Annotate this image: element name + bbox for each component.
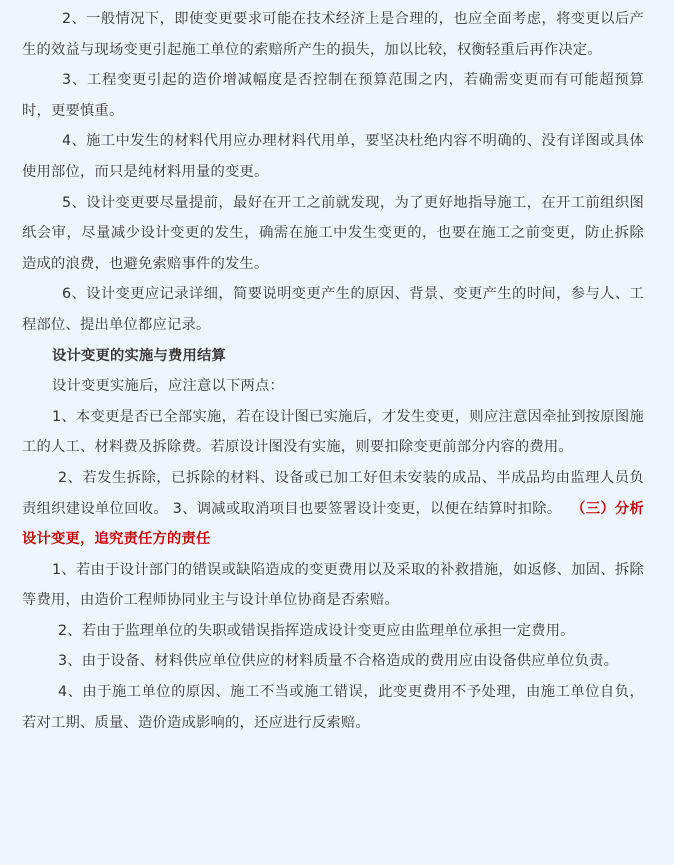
paragraph-cost-range: 3、工程变更引起的造价增减幅度是否控制在预算范围之内，若确需变更而有可能超预算时，更要慎重。	[22, 72, 644, 119]
paragraph-record-details: 6、设计变更应记录详细，简要说明变更产生的原因、背景、变更产生的时间，参与人、工程部位、提出单位都应记录。	[22, 286, 644, 333]
paragraph-supervisor-fault: 2、若由于监理单位的失职或错误指挥造成设计变更应由监理单位承担一定费用。	[58, 622, 575, 639]
paragraph-contractor-fault: 4、由于施工单位的原因、施工不当或施工错误，此变更费用不予处理，由施工单位自负，若对工期、质量、造价造成影响的，还应进行反索赔。	[22, 684, 644, 731]
paragraph-two-points: 设计变更实施后，应注意以下两点：	[52, 378, 284, 395]
paragraph-demolition	[22, 463, 644, 555]
paragraph-design-fault: 1、若由于设计部门的错误或缺陷造成的变更费用以及采取的补救措施，如返修、加固、拆除等费用，由造价工程师协同业主与设计单位协商是否索赔。	[22, 561, 644, 609]
paragraph-supplier-fault: 3、由于设备、材料供应单位供应的材料质量不合格造成的费用应由设备供应单位负责。	[58, 653, 619, 670]
paragraph-general-consideration: 2、一般情况下，即使变更要求可能在技术经济上是合理的，也应全面考虑，将变更以后产生的效益与现场变更引起施工单位的索赔所产生的损失，加以比较，权衡轻重后再作决定。	[22, 11, 644, 58]
paragraph-early-change: 5、设计变更要尽量提前，最好在开工之前就发现，为了更好地指导施工，在开工前组织图纸会审，尽量减少设计变更的发生，确需在施工中发生变更的，也要在施工之前变更，防止拆除造成的浪费，也避免索赔事件的发生。	[22, 194, 644, 272]
section-heading-implementation: 设计变更的实施与费用结算	[52, 347, 226, 364]
paragraph-full-implementation: 1、本变更是否已全部实施，若在设计图已实施后，才发生变更，则应注意因牵扯到按原图施工的人工、材料费及拆除费。若原设计图没有实施，则要扣除变更前部分内容的费用。	[22, 408, 644, 456]
paragraph-material-substitution: 4、施工中发生的材料代用应办理材料代用单，要坚决杜绝内容不明确的、没有详图或具体使用部位，而只是纯材料用量的变更。	[22, 133, 644, 180]
section-heading-responsibility: （三）分析设计变更，追究责任方的责任	[22, 500, 644, 548]
paragraph-demolition-text: 2、若发生拆除，已拆除的材料、设备或已加工好但未安装的成品、半成品均由监理人员负责组织建设单位回收。 3、调减或取消项目也要签署设计变更，以便在结算时扣除。	[22, 469, 644, 517]
